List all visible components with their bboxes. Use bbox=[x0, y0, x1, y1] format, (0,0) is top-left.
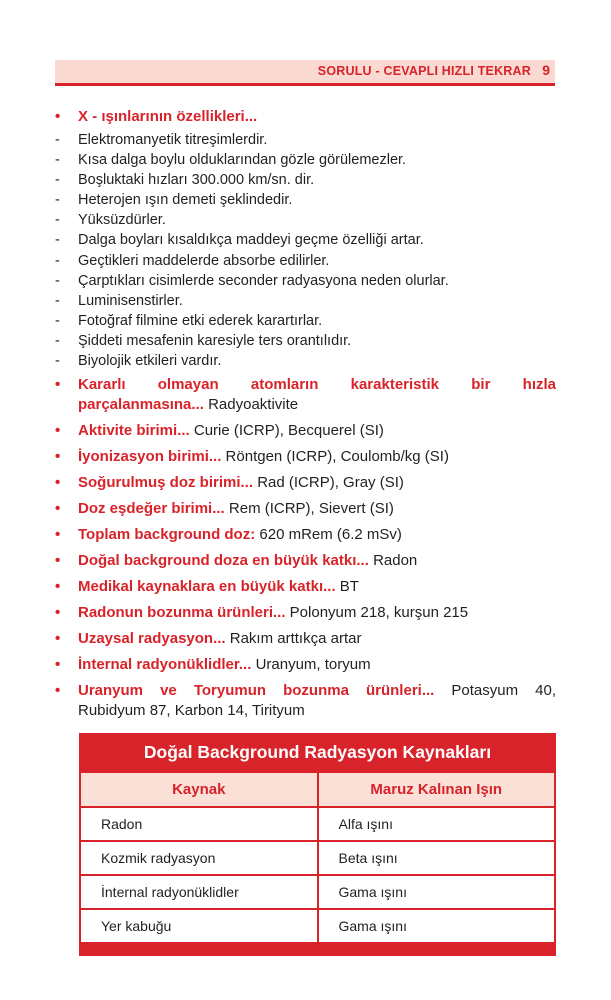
list-item-text: Fotoğraf filmine etki ederek karartırlar. bbox=[78, 312, 323, 329]
background-sources-table bbox=[79, 733, 556, 956]
radon-decay-value: Polonyum 218, kurşun 215 bbox=[289, 604, 469, 622]
dash-marker: - bbox=[55, 272, 60, 289]
dash-marker: - bbox=[55, 192, 60, 209]
activity-value: Curie (ICRP), Becquerel (SI) bbox=[193, 422, 384, 440]
list-item bbox=[55, 130, 556, 150]
dash-marker: - bbox=[55, 292, 60, 309]
bullet-uranium-thorium-decay: • Uranyum ve Toryumun bozunma ürünleri... Potasyum 40, Rubidyum 87, Karbon 14, Tirityum bbox=[55, 682, 556, 720]
list-item bbox=[55, 170, 556, 190]
dash-marker: - bbox=[55, 332, 60, 349]
radiation-cell: Alfa ışını bbox=[318, 807, 556, 841]
page-number: 9 bbox=[542, 62, 550, 78]
bullet-dot: • bbox=[55, 108, 61, 125]
total-bg-label: Toplam background doz: bbox=[78, 526, 256, 544]
source-cell: İnternal radyonüklidler bbox=[80, 875, 318, 909]
equivalent-value: Rem (ICRP), Sievert (SI) bbox=[228, 500, 394, 518]
radiation-cell: Beta ışını bbox=[318, 841, 556, 875]
column-header-source: Kaynak bbox=[80, 772, 318, 807]
bullet-cosmic-radiation: • Uzaysal radyasyon... Rakım arttıkça artar bbox=[55, 630, 362, 648]
list-item bbox=[55, 311, 556, 331]
cosmic-label: Uzaysal radyasyon... bbox=[78, 630, 226, 648]
ionization-value: Röntgen (ICRP), Coulomb/kg (SI) bbox=[225, 448, 449, 466]
internal-label: İnternal radyonüklidler... bbox=[78, 656, 252, 674]
dash-marker: - bbox=[55, 353, 60, 370]
list-item-text: Yüksüzdürler. bbox=[78, 212, 166, 229]
list-item bbox=[55, 210, 556, 230]
column-header-radiation: Maruz Kalınan Işın bbox=[318, 772, 556, 807]
list-item-text: Luminisenstirler. bbox=[78, 292, 183, 309]
list-item-text: Elektromanyetik titreşimlerdir. bbox=[78, 132, 268, 148]
source-cell: Kozmik radyasyon bbox=[80, 841, 318, 875]
radiation-cell: Gama ışını bbox=[318, 909, 556, 943]
list-item bbox=[55, 291, 556, 311]
xray-label: X - ışınlarının özellikleri... bbox=[78, 108, 258, 125]
table-title: Doğal Background Radyasyon Kaynakları bbox=[79, 733, 556, 771]
medical-value: BT bbox=[339, 578, 359, 596]
radioactivity-label-line2: parçalanmasına... bbox=[78, 396, 204, 414]
table-row bbox=[80, 841, 555, 875]
bullet-activity-unit: • Aktivite birimi... Curie (ICRP), Becquerel (SI) bbox=[55, 422, 384, 440]
dash-marker: - bbox=[55, 232, 60, 249]
page-header bbox=[55, 60, 555, 86]
list-item bbox=[55, 331, 556, 351]
source-cell: Yer kabuğu bbox=[80, 909, 318, 943]
ur-th-label: Uranyum ve Toryumun bozunma ürünleri... bbox=[78, 682, 435, 700]
cosmic-value: Rakım arttıkça artar bbox=[229, 630, 362, 648]
absorbed-label: Soğurulmuş doz birimi... bbox=[78, 474, 254, 492]
dash-marker: - bbox=[55, 212, 60, 229]
list-item-text: Çarptıkları cisimlerde seconder radyasyona neden olurlar. bbox=[78, 272, 449, 289]
bullet-medical-sources: • Medikal kaynaklara en büyük katkı... BT bbox=[55, 578, 359, 596]
main-content bbox=[55, 107, 556, 721]
bullet-xray bbox=[55, 107, 556, 127]
bullet-equivalent-dose-unit: • Doz eşdeğer birimi... Rem (ICRP), Sievert (SI) bbox=[55, 500, 394, 518]
table-row bbox=[80, 875, 555, 909]
table-footer-bar bbox=[79, 944, 556, 956]
list-item bbox=[55, 351, 556, 371]
radioactivity-value: Radyoaktivite bbox=[208, 396, 299, 414]
table-row bbox=[80, 909, 555, 943]
bullet-total-background: • Toplam background doz: 620 mRem (6.2 mSv) bbox=[55, 526, 402, 544]
list-item bbox=[55, 190, 556, 210]
source-cell: Radon bbox=[80, 807, 318, 841]
list-item bbox=[55, 271, 556, 291]
dash-marker: - bbox=[55, 172, 60, 189]
bullet-absorbed-dose-unit: • Soğurulmuş doz birimi... Rad (ICRP), Gray (SI) bbox=[55, 474, 404, 492]
list-item bbox=[55, 150, 556, 170]
list-item-text: Dalga boyları kısaldıkça maddeyi geçme özelliği artar. bbox=[78, 232, 424, 249]
dash-marker: - bbox=[55, 252, 60, 269]
table-row bbox=[80, 807, 555, 841]
xray-properties-list bbox=[55, 130, 556, 371]
dash-marker: - bbox=[55, 312, 60, 329]
list-item-text: Boşluktaki hızları 300.000 km/sn. dir. bbox=[78, 172, 315, 189]
bullet-radon-decay: • Radonun bozunma ürünleri... Polonyum 218, kurşun 215 bbox=[55, 604, 469, 622]
dash-marker: - bbox=[55, 132, 60, 148]
radon-decay-label: Radonun bozunma ürünleri... bbox=[78, 604, 286, 622]
radiation-cell: Gama ışını bbox=[318, 875, 556, 909]
natural-bg-label: Doğal background doza en büyük katkı... bbox=[78, 552, 369, 570]
list-item-text: Biyolojik etkileri vardır. bbox=[78, 353, 222, 370]
list-item bbox=[55, 251, 556, 271]
total-bg-value: 620 mRem (6.2 mSv) bbox=[259, 526, 402, 544]
ionization-label: İyonizasyon birimi... bbox=[78, 448, 222, 466]
list-item-text: Şiddeti mesafenin karesiyle ters orantılıdır. bbox=[78, 332, 352, 349]
ur-th-value-line2: Rubidyum 87, Karbon 14, Tirityum bbox=[78, 702, 305, 720]
bullet-internal-radionuclides: • İnternal radyonüklidler... Uranyum, toryum bbox=[55, 656, 371, 674]
header-title: SORULU - CEVAPLI HIZLI TEKRAR bbox=[317, 64, 531, 78]
list-item-text: Heterojen ışın demeti şeklindedir. bbox=[78, 192, 293, 209]
list-item-text: Geçtikleri maddelerde absorbe edilirler. bbox=[78, 252, 330, 269]
sources-table bbox=[79, 771, 556, 944]
ur-th-value-line1: Potasyum 40, bbox=[451, 682, 556, 700]
internal-value: Uranyum, toryum bbox=[255, 656, 371, 674]
bullet-radioactivity: • Kararlı olmayan atomların karakteristik bir hızla parçalanmasına... Radyoaktivite bbox=[55, 376, 556, 414]
list-item bbox=[55, 230, 556, 250]
natural-bg-value: Radon bbox=[373, 552, 418, 570]
bullet-ionization-unit: • İyonizasyon birimi... Röntgen (ICRP), Coulomb/kg (SI) bbox=[55, 448, 449, 466]
bullet-natural-background: • Doğal background doza en büyük katkı... Radon bbox=[55, 552, 418, 570]
dash-marker: - bbox=[55, 152, 60, 169]
equivalent-label: Doz eşdeğer birimi... bbox=[78, 500, 225, 518]
medical-label: Medikal kaynaklara en büyük katkı... bbox=[78, 578, 336, 596]
activity-label: Aktivite birimi... bbox=[78, 422, 190, 440]
list-item-text: Kısa dalga boylu olduklarından gözle görülemezler. bbox=[78, 152, 407, 169]
radioactivity-label-line1: Kararlı olmayan atomların karakteristik bir hızla bbox=[78, 376, 556, 394]
absorbed-value: Rad (ICRP), Gray (SI) bbox=[257, 474, 404, 492]
